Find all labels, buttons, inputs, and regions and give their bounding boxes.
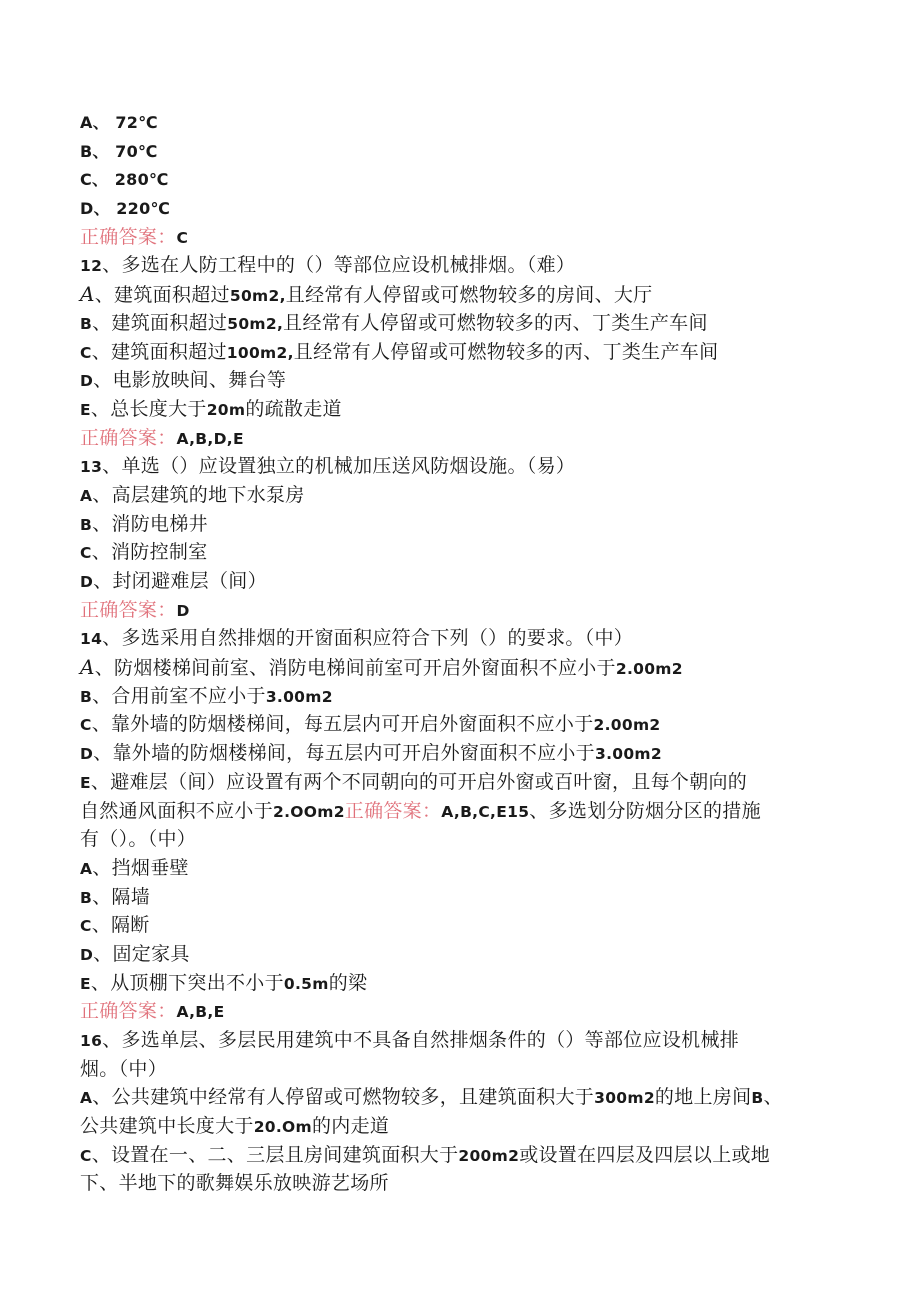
q16-option-c-cont: 下、半地下的歌舞娱乐放映游艺场所 [80, 1172, 389, 1195]
q14-option-e-cont: 自然通风面积不应小于2.OOm2正确答案：A,B,C,E15、多选划分防烟分区的措施 [80, 799, 761, 822]
q13-option-a: A、高层建筑的地下水泵房 [80, 483, 305, 506]
q12-option-c: C、建筑面积超过100m2,且经常有人停留或可燃物较多的丙、丁类生产车间 [80, 340, 719, 363]
q16-title-cont: 烟。（中） [80, 1057, 168, 1080]
q16-title: 16、多选单层、多层民用建筑中不具备自然排烟条件的（）等部位应设机械排 [80, 1029, 740, 1051]
q15-title-cont: 有（）。（中） [80, 828, 197, 851]
q15-option-e: E、从顶棚下突出不小于0.5m的梁 [80, 971, 368, 994]
q13-title: 13、单选（）应设置独立的机械加压送风防烟设施。（易） [80, 455, 576, 478]
q12-title: 12、多选在人防工程中的（）等部位应设机械排烟。（难） [80, 254, 576, 277]
q12-option-a: A、建筑面积超过50m2,且经常有人停留或可燃物较多的房间、大厅 [80, 282, 653, 307]
answer-label: 正确答案： [80, 225, 177, 248]
q14-option-e: E、避难层（间）应设置有两个不同朝向的可开启外窗或百叶窗，且每个朝向的 [80, 770, 748, 793]
q13-option-b: B、消防电梯井 [80, 512, 208, 535]
option-letter: A [80, 113, 93, 132]
q16-option-c: C、设置在一、二、三层且房间建筑面积大于200m2或设置在四层及四层以上或地 [80, 1143, 771, 1166]
q11-option-c: C、 280℃ [80, 170, 169, 190]
q15-answer: 正确答案：A,B,E [80, 1000, 225, 1023]
q13-option-c: C、消防控制室 [80, 541, 208, 564]
q14-option-b: B、合用前室不应小于3.00m2 [80, 684, 333, 707]
q13-option-d: D、封闭避难层（间） [80, 570, 267, 592]
q11-option-d: D、 220℃ [80, 199, 171, 219]
q12-option-b: B、建筑面积超过50m2,且经常有人停留或可燃物较多的丙、丁类生产车间 [80, 311, 708, 334]
q15-option-a: A、挡烟垂壁 [80, 856, 189, 879]
q11-answer [80, 223, 840, 252]
option-text: 72℃ [115, 113, 158, 132]
q14-option-d: D、靠外墙的防烟楼梯间，每五层内可开启外窗面积不应小于3.00m2 [80, 742, 662, 765]
q12-option-d: D、电影放映间、舞台等 [80, 369, 287, 392]
q12-option-e: E、总长度大于20m的疏散走道 [80, 397, 342, 420]
q14-title: 14、多选采用自然排烟的开窗面积应符合下列（）的要求。（中） [80, 627, 634, 650]
q14-option-c: C、靠外墙的防烟楼梯间，每五层内可开启外窗面积不应小于2.00m2 [80, 713, 661, 736]
q14-option-a: A、防烟楼梯间前室、消防电梯间前室可开启外窗面积不应小于2.00m2 [80, 655, 683, 680]
q12-answer: 正确答案：A,B,D,E [80, 426, 244, 449]
document-page [80, 108, 840, 1198]
q13-answer: 正确答案：D [80, 598, 190, 621]
q16-option-a: A、公共建筑中经常有人停留或可燃物较多，且建筑面积大于300m2的地上房间B、 [80, 1086, 783, 1109]
q11-option-a: A、 72℃ [80, 113, 158, 132]
q15-option-b: B、隔墙 [80, 885, 151, 908]
q11-option-b: B、 70℃ [80, 141, 158, 161]
q15-option-d: D、固定家具 [80, 942, 190, 965]
answer-value: C [176, 228, 189, 247]
q16-option-b: 公共建筑中长度大于20.Om的内走道 [80, 1115, 390, 1138]
q15-option-c: C、隔断 [80, 914, 150, 937]
